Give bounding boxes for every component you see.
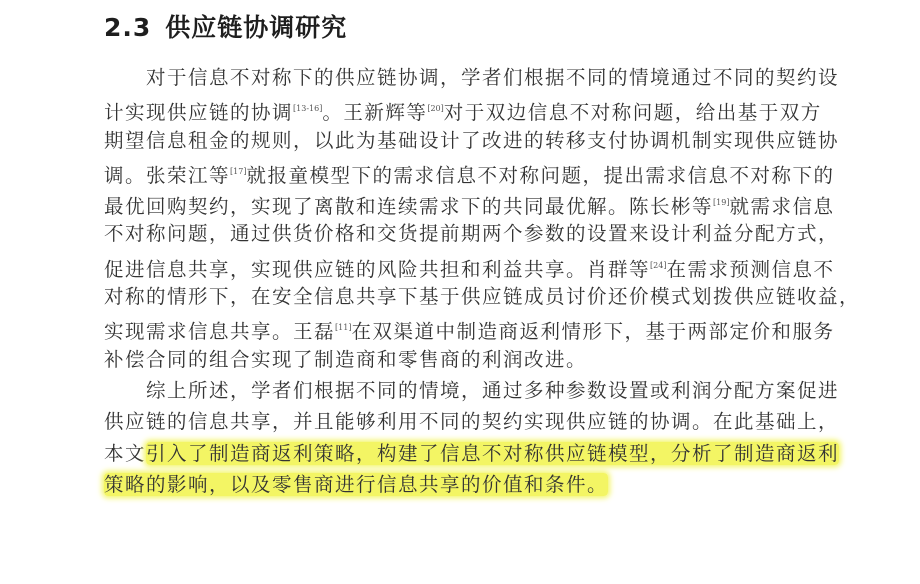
text-line	[104, 312, 835, 344]
text-span: 对于信息不对称下的供应链协调，学者们根据不同的情境通过不同的契约设	[146, 66, 840, 89]
citation-ref: [24]	[650, 260, 667, 270]
text-line	[104, 438, 840, 469]
text-span: 就需求信息	[729, 195, 835, 219]
text-span: 对于双边信息不对称问题，给出基于双方	[443, 101, 822, 125]
citation-ref: [13-16]	[293, 104, 323, 114]
text-span: 补偿合同的组合实现了制造商和零售商的利润改进。	[104, 347, 588, 371]
highlighted-text: 策略的影响，以及零售商进行信息共享的价值和条件。	[104, 472, 609, 496]
text-span: 本文	[104, 441, 147, 465]
text-line	[104, 406, 840, 437]
text-line	[104, 62, 840, 93]
text-line	[104, 281, 861, 312]
highlighted-text: 引入了制造商返利策略，构建了信息不对称供应链模型，分析了制造商返利	[146, 441, 840, 465]
text-line	[104, 375, 840, 406]
text-span: 期望信息租金的规则，以此为基础设计了改进的转移支付协调机制实现供应链协	[104, 128, 840, 152]
text-span: 促进信息共享，实现供应链的风险共担和利益共享。肖群等	[104, 257, 651, 281]
paragraph-1	[104, 62, 861, 375]
text-line	[104, 125, 840, 156]
text-span: 最优回购契约，实现了离散和连续需求下的共同最优解。陈长彬等	[104, 195, 714, 219]
paragraph-2	[104, 375, 840, 500]
text-span: 综上所述，学者们根据不同的情境，通过多种参数设置或利润分配方案促进	[146, 378, 840, 402]
text-span: 。王新辉等	[322, 101, 428, 125]
citation-ref: [11]	[335, 323, 352, 333]
text-span: 不对称问题，通过供货价格和交货提前期两个参数的设置来设计利益分配方式，	[104, 222, 840, 246]
text-span: 对称的情形下，在安全信息共享下基于供应链成员讨价还价模式划拨供应链收益，	[104, 285, 861, 309]
text-line	[104, 187, 835, 219]
text-line	[104, 156, 835, 187]
section-heading	[104, 8, 347, 44]
text-span: 调。张荣江等	[104, 163, 231, 187]
text-line	[104, 218, 840, 249]
text-span: 实现需求信息共享。王磊	[104, 320, 336, 344]
text-span: 供应链的信息共享，并且能够利用不同的契约实现供应链的协调。在此基础上，	[104, 410, 840, 434]
text-span: 在双渠道中制造商返利情形下，基于两部定价和服务	[351, 320, 835, 344]
text-line	[104, 250, 835, 281]
text-span: 计实现供应链的协调	[104, 101, 294, 125]
citation-ref: [20]	[427, 104, 444, 114]
citation-ref: [17]	[230, 166, 247, 176]
text-line	[104, 469, 824, 500]
text-span: 在需求预测信息不	[666, 257, 835, 281]
text-line	[104, 344, 824, 375]
text-span: 就报童模型下的需求信息不对称问题，提出需求信息不对称下的	[246, 163, 835, 187]
citation-ref: [19]	[713, 198, 730, 208]
text-line	[104, 93, 824, 124]
section-number: 2.3	[104, 13, 152, 42]
section-title: 供应链协调研究	[165, 13, 348, 42]
body-text	[104, 62, 861, 500]
